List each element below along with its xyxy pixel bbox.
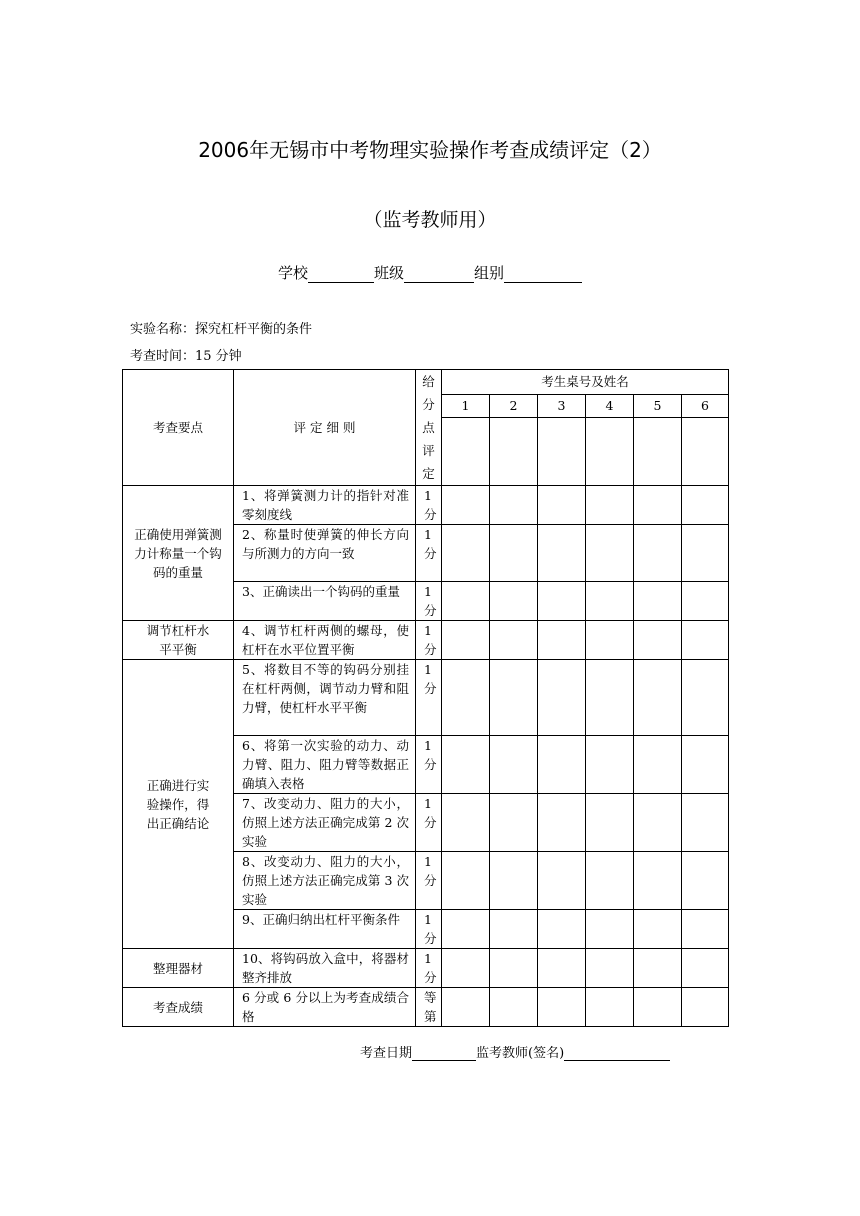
header-score-char: 点 — [422, 420, 435, 435]
grade-cell[interactable] — [682, 660, 729, 736]
point-cell: 正确进行实验操作，得出正确结论 — [123, 660, 234, 949]
student-number: 1 — [442, 394, 490, 418]
detail-cell: 4、调节杠杆两侧的螺母，使杠杆在水平位置平衡 — [234, 621, 416, 660]
grade-cell[interactable] — [586, 736, 634, 794]
grade-cell[interactable] — [442, 794, 490, 852]
grade-cell[interactable] — [682, 949, 729, 988]
score-cell — [416, 910, 442, 949]
grade-cell[interactable] — [634, 621, 682, 660]
grade-cell[interactable] — [682, 736, 729, 794]
detail-cell: 10、将钩码放入盒中，将器材整齐排放 — [234, 949, 416, 988]
teacher-signature-field[interactable] — [564, 1044, 670, 1061]
grade-cell[interactable] — [586, 582, 634, 621]
grade-cell[interactable] — [586, 949, 634, 988]
page-subtitle: （监考教师用） — [363, 209, 497, 231]
point-cell: 考查成绩 — [123, 988, 234, 1027]
grade-cell[interactable] — [682, 525, 729, 582]
grade-cell[interactable] — [490, 988, 538, 1027]
student-number: 2 — [490, 394, 538, 418]
score-value: 1 — [424, 796, 432, 811]
detail-cell: 5、将数目不等的钩码分别挂在杠杆两侧，调节动力臂和阻力臂，使杠杆水平平衡 — [234, 660, 416, 736]
student-number: 3 — [538, 394, 586, 418]
score-value: 1 — [424, 738, 432, 753]
score-table — [122, 369, 729, 1027]
grade-cell[interactable] — [442, 582, 490, 621]
student-name-cell[interactable] — [538, 418, 586, 486]
header-score-char: 分 — [422, 397, 435, 412]
score-unit: 分 — [424, 815, 437, 830]
grade-cell[interactable] — [442, 486, 490, 525]
score-cell — [416, 794, 442, 852]
grade-cell[interactable] — [586, 852, 634, 910]
grade-cell[interactable] — [586, 525, 634, 582]
date-label: 考查日期 — [360, 1046, 413, 1061]
grade-cell[interactable] — [634, 852, 682, 910]
student-name-cell[interactable] — [442, 418, 490, 486]
header-details: 评 定 细 则 — [234, 370, 416, 486]
score-value: 等 — [424, 990, 437, 1005]
header-score-char: 评 — [422, 443, 435, 458]
detail-cell: 9、正确归纳出杠杆平衡条件 — [234, 910, 416, 949]
grade-cell[interactable] — [634, 736, 682, 794]
teacher-label: 监考教师(签名) — [476, 1046, 565, 1061]
grade-cell[interactable] — [538, 910, 586, 949]
score-cell — [416, 621, 442, 660]
grade-cell[interactable] — [682, 582, 729, 621]
grade-cell[interactable] — [634, 910, 682, 949]
grade-cell[interactable] — [442, 988, 490, 1027]
score-unit: 分 — [424, 603, 437, 618]
header-points: 考查要点 — [123, 370, 234, 486]
score-cell — [416, 949, 442, 988]
grade-cell[interactable] — [490, 660, 538, 736]
table-row — [123, 660, 729, 736]
group-label: 组别 — [474, 264, 505, 282]
score-unit: 分 — [424, 546, 437, 561]
score-cell — [416, 852, 442, 910]
grade-cell[interactable] — [634, 794, 682, 852]
score-unit: 分 — [424, 681, 437, 696]
score-unit: 分 — [424, 642, 437, 657]
grade-cell[interactable] — [442, 736, 490, 794]
page-title: 2006年无锡市中考物理实验操作考查成绩评定（2） — [198, 138, 662, 162]
grade-cell[interactable] — [490, 949, 538, 988]
student-name-cell[interactable] — [586, 418, 634, 486]
grade-cell[interactable] — [634, 582, 682, 621]
grade-cell[interactable] — [682, 621, 729, 660]
score-unit: 第 — [424, 1009, 437, 1024]
grade-cell[interactable] — [682, 852, 729, 910]
grade-cell[interactable] — [586, 660, 634, 736]
grade-cell[interactable] — [634, 949, 682, 988]
grade-cell[interactable] — [634, 988, 682, 1027]
school-label: 学校 — [277, 264, 308, 282]
grade-cell[interactable] — [538, 486, 586, 525]
class-field[interactable] — [404, 266, 474, 283]
header-score-char: 给 — [422, 374, 435, 389]
grade-cell[interactable] — [538, 582, 586, 621]
table-row — [123, 949, 729, 988]
table-row — [123, 621, 729, 660]
score-value: 1 — [424, 662, 432, 677]
grade-cell[interactable] — [442, 621, 490, 660]
class-label: 班级 — [373, 264, 404, 282]
grade-cell[interactable] — [538, 621, 586, 660]
score-cell — [416, 486, 442, 525]
grade-cell[interactable] — [490, 621, 538, 660]
grade-cell[interactable] — [586, 988, 634, 1027]
point-cell: 整理器材 — [123, 949, 234, 988]
grade-cell[interactable] — [538, 736, 586, 794]
grade-cell[interactable] — [538, 852, 586, 910]
grade-cell[interactable] — [682, 988, 729, 1027]
grade-cell[interactable] — [490, 910, 538, 949]
student-number: 6 — [682, 394, 729, 418]
score-unit: 分 — [424, 507, 437, 522]
detail-cell: 2、称量时使弹簧的伸长方向与所测力的方向一致 — [234, 525, 416, 582]
grade-cell[interactable] — [442, 949, 490, 988]
school-field[interactable] — [308, 266, 374, 283]
grade-cell[interactable] — [682, 486, 729, 525]
info-fields — [0, 262, 860, 283]
detail-cell: 1、将弹簧测力计的指针对准零刻度线 — [234, 486, 416, 525]
grade-cell[interactable] — [490, 525, 538, 582]
score-value: 1 — [424, 912, 432, 927]
grade-cell[interactable] — [634, 660, 682, 736]
table-row — [123, 988, 729, 1027]
grade-cell[interactable] — [490, 736, 538, 794]
score-unit: 分 — [424, 757, 437, 772]
score-value: 1 — [424, 623, 432, 638]
score-value: 1 — [424, 951, 432, 966]
grade-cell[interactable] — [586, 486, 634, 525]
score-value: 1 — [424, 527, 432, 542]
header-students: 考生桌号及姓名 — [442, 370, 729, 395]
experiment-name: 实验名称：探究杠杆平衡的条件 — [130, 322, 313, 337]
grade-cell[interactable] — [682, 794, 729, 852]
detail-cell: 6 分或 6 分以上为考查成绩合格 — [234, 988, 416, 1027]
score-cell — [416, 582, 442, 621]
grade-cell[interactable] — [538, 525, 586, 582]
score-unit: 分 — [424, 931, 437, 946]
table-row — [123, 486, 729, 525]
grade-cell[interactable] — [490, 794, 538, 852]
grade-cell[interactable] — [586, 910, 634, 949]
exam-time: 考查时间：15 分钟 — [130, 349, 242, 364]
detail-cell: 3、正确读出一个钩码的重量 — [234, 582, 416, 621]
student-name-cell[interactable] — [634, 418, 682, 486]
score-cell — [416, 988, 442, 1027]
grade-cell[interactable] — [634, 486, 682, 525]
grade-cell[interactable] — [538, 988, 586, 1027]
score-cell — [416, 525, 442, 582]
score-unit: 分 — [424, 970, 437, 985]
point-cell: 调节杠杆水平平衡 — [123, 621, 234, 660]
footer-signature — [360, 1042, 670, 1061]
grade-cell[interactable] — [490, 852, 538, 910]
header-score — [416, 370, 442, 486]
score-value: 1 — [424, 584, 432, 599]
score-cell — [416, 660, 442, 736]
point-cell: 正确使用弹簧测力计称量一个钩码的重量 — [123, 486, 234, 621]
grade-cell[interactable] — [442, 910, 490, 949]
student-number: 4 — [586, 394, 634, 418]
score-unit: 分 — [424, 873, 437, 888]
student-number: 5 — [634, 394, 682, 418]
score-value: 1 — [424, 488, 432, 503]
student-name-cell[interactable] — [682, 418, 729, 486]
grade-cell[interactable] — [442, 525, 490, 582]
date-field[interactable] — [412, 1044, 476, 1061]
detail-cell: 7、改变动力、阻力的大小，仿照上述方法正确完成第 2 次实验 — [234, 794, 416, 852]
grade-cell[interactable] — [442, 660, 490, 736]
score-cell — [416, 736, 442, 794]
grade-cell[interactable] — [682, 910, 729, 949]
grade-cell[interactable] — [538, 660, 586, 736]
grade-cell[interactable] — [538, 949, 586, 988]
student-name-cell[interactable] — [490, 418, 538, 486]
grade-cell[interactable] — [586, 621, 634, 660]
header-score-char: 定 — [422, 466, 435, 481]
grade-cell[interactable] — [634, 525, 682, 582]
header-row — [123, 370, 729, 395]
grade-cell[interactable] — [490, 582, 538, 621]
detail-cell: 8、改变动力、阻力的大小，仿照上述方法正确完成第 3 次实验 — [234, 852, 416, 910]
grade-cell[interactable] — [538, 794, 586, 852]
detail-cell: 6、将第一次实验的动力、动力臂、阻力、阻力臂等数据正确填入表格 — [234, 736, 416, 794]
grade-cell[interactable] — [490, 486, 538, 525]
group-field[interactable] — [504, 266, 582, 283]
score-value: 1 — [424, 854, 432, 869]
grade-cell[interactable] — [442, 852, 490, 910]
grade-cell[interactable] — [586, 794, 634, 852]
